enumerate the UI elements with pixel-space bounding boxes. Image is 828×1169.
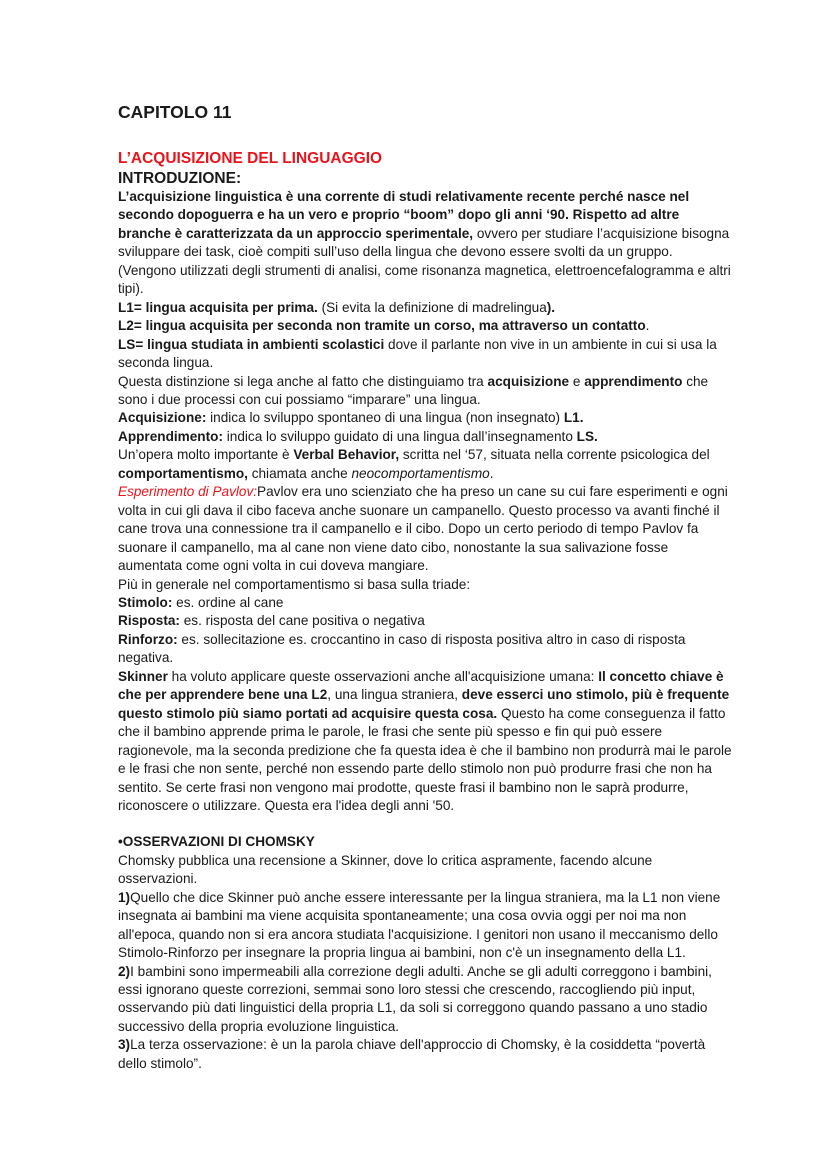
document-page — [118, 100, 734, 1073]
text-run: I bambini sono impermeabili alla correzione degli adulti. Anche se gli adulti correggono i bambini, essi ignorano queste correzioni, semmai sono loro stessi che crescendo, raccogliendo più input, osservando più dati linguistici della propria L1, da soli si correggono quando passano a uno stadio successivo della propria evoluzione linguistica. — [118, 963, 712, 1034]
paragraph — [118, 299, 734, 317]
bold-text: L’acquisizione linguistica è una corrente di studi relativamente recente perché nasce nel secondo dopoguerra e ha un vero e proprio “boom” dopo gli anni ‘90. Rispetto ad altre branche è caratterizzata da un approccio sperimentale, — [118, 189, 690, 241]
text-run: (Vengono utilizzati degli strumenti di analisi, come risonanza magnetica, elettroencefalogramma e altri tipi). — [118, 262, 731, 297]
text-run: indica lo sviluppo guidato di una lingua dall’insegnamento — [222, 428, 577, 444]
text-run: ha voluto applicare queste osservazioni anche all'acquisizione umana: — [167, 668, 599, 684]
text-run: es. sollecitazione es. croccantino in caso di risposta positiva altro in caso di risposta negativa. — [118, 631, 686, 666]
paragraph — [118, 631, 734, 668]
bold-text: LS. — [576, 428, 598, 444]
bold-text: 3) — [118, 1037, 131, 1053]
paragraph — [118, 833, 734, 851]
red-italic-text: Esperimento di Pavlov: — [118, 484, 258, 500]
bold-text: comportamentismo, — [118, 465, 248, 481]
bold-text: Stimolo: — [118, 594, 173, 610]
bold-text: deve esserci uno stimolo, più è frequente questo stimolo più siamo portati ad acquisire questa cosa. — [118, 687, 730, 721]
paragraph — [118, 373, 734, 410]
paragraph-spacer — [118, 815, 734, 833]
text-run: Chomsky pubblica una recensione a Skinner, dove lo critica aspramente, facendo alcune osservazioni. — [118, 852, 653, 887]
bold-text: Apprendimento: — [118, 428, 223, 444]
bold-text: ). — [546, 299, 556, 315]
bold-text: apprendimento — [584, 373, 683, 389]
text-run: La terza osservazione: è un la parola chiave dell'approccio di Chomsky, è la cosiddetta “povertà dello stimolo”. — [118, 1037, 706, 1071]
bold-text: •OSSERVAZIONI DI CHOMSKY — [118, 834, 315, 850]
chapter-heading: CAPITOLO 11 — [118, 102, 232, 122]
intro-heading: INTRODUZIONE: — [118, 170, 242, 187]
paragraph — [118, 668, 734, 816]
text-run: che sono i due processi con cui possiamo “imparare” una lingua. — [118, 373, 709, 407]
text-run: , una lingua straniera, — [327, 687, 462, 703]
italic-text: neocomportamentismo — [351, 465, 490, 481]
bold-text: acquisizione — [487, 373, 570, 389]
paragraph — [118, 852, 734, 889]
paragraph — [118, 483, 734, 575]
text-run: ovvero per studiare l’acquisizione bisogna sviluppare dei task, cioè compiti sull’uso della lingua che devono essere svolti da un gruppo. — [118, 225, 730, 260]
paragraph — [118, 446, 734, 483]
text-run: es. risposta del cane positiva o negativa — [179, 613, 425, 629]
paragraph — [118, 576, 734, 594]
paragraph — [118, 409, 734, 427]
bold-text: Il concetto chiave è che per apprendere bene una L2 — [118, 668, 724, 703]
paragraph — [118, 428, 734, 446]
paragraph — [118, 262, 734, 299]
paragraph — [118, 963, 734, 1037]
text-run: . — [645, 318, 650, 334]
text-run: scritta nel ‘57, situata nella corrente psicologica del — [399, 447, 710, 463]
bold-text: Rinforzo: — [118, 631, 178, 647]
text-run: es. ordine al cane — [172, 594, 284, 610]
text-run: Un’opera molto importante è — [118, 447, 294, 463]
text-run: Questa distinzione si lega anche al fatto che distinguiamo tra — [118, 373, 488, 389]
text-run: chiamata anche — [247, 465, 352, 481]
bold-text: L2= lingua acquisita per seconda non tramite un corso, ma attraverso un contatto — [118, 318, 646, 334]
text-run: indica lo sviluppo spontaneo di una lingua (non insegnato) — [206, 410, 564, 426]
paragraph — [118, 336, 734, 373]
text-run: (Si evita la definizione di madrelingua — [317, 299, 547, 315]
section-title: L’ACQUISIZIONE DEL LINGUAGGIO — [118, 150, 383, 167]
paragraph — [118, 594, 734, 612]
paragraph — [118, 188, 734, 262]
bold-text: L1. — [563, 410, 584, 426]
text-run: dove il parlante non vive in un ambiente in cui si usa la seconda lingua. — [118, 336, 717, 371]
bold-text: 2) — [118, 963, 131, 979]
text-run: Questo ha come conseguenza il fatto che il bambino apprende prima le parole, le frasi che sente più spesso e fin qui può essere ragionevole, ma la seconda predizione che fa questa idea è che il bambino non produrrà mai le parole e le frasi che non sente, perché non essendo parte dello stimolo non può produrre frasi che non ha sentito. Se certe frasi non vengono mai prodotte, queste frasi il bambino non le saprà produrre, riconoscere o utilizzare. Questa era l'idea degli anni '50. — [118, 705, 732, 813]
bold-text: L1= lingua acquisita per prima. — [118, 299, 318, 315]
bold-text: Verbal Behavior, — [293, 447, 400, 463]
bold-text: Skinner — [118, 668, 168, 684]
bold-text: Acquisizione: — [118, 410, 207, 426]
paragraph — [118, 1036, 734, 1073]
text-run: Quello che dice Skinner può anche essere interessante per la lingua straniera, ma la L1 non viene insegnata ai bambini ma viene acquisita spontaneamente; una cosa ovvia oggi per noi ma non all'epoca, quando non si era ancora studiata l'acquisizione. I genitori non usano il meccanismo dello Stimolo-Rinforzo per insegnare la propria lingua ai bambini, non c'è un insegnamento della L1. — [118, 889, 721, 961]
paragraph — [118, 317, 734, 335]
bold-text: Risposta: — [118, 613, 180, 629]
text-run: Più in generale nel comportamentismo si basa sulla triade: — [118, 576, 471, 592]
text-run: e — [569, 373, 585, 389]
bold-text: LS= lingua studiata in ambienti scolastici — [118, 336, 385, 352]
paragraph — [118, 612, 734, 630]
text-run: Pavlov era uno scienziato che ha preso un cane su cui fare esperimenti e ogni volta in cui gli dava il cibo faceva anche suonare un campanello. Questo processo va avanti finché il cane trova una connessione tra il campanello e il cibo. Dopo un certo periodo di tempo Pavlov fa suonare il campanello, ma al cane non viene dato cibo, nonostante la sua salivazione fosse aumentata come ogni volta in cui doveva mangiare. — [118, 484, 728, 574]
bold-text: 1) — [118, 889, 131, 905]
paragraph — [118, 889, 734, 963]
text-run: . — [489, 465, 494, 481]
document-body — [118, 188, 734, 1073]
